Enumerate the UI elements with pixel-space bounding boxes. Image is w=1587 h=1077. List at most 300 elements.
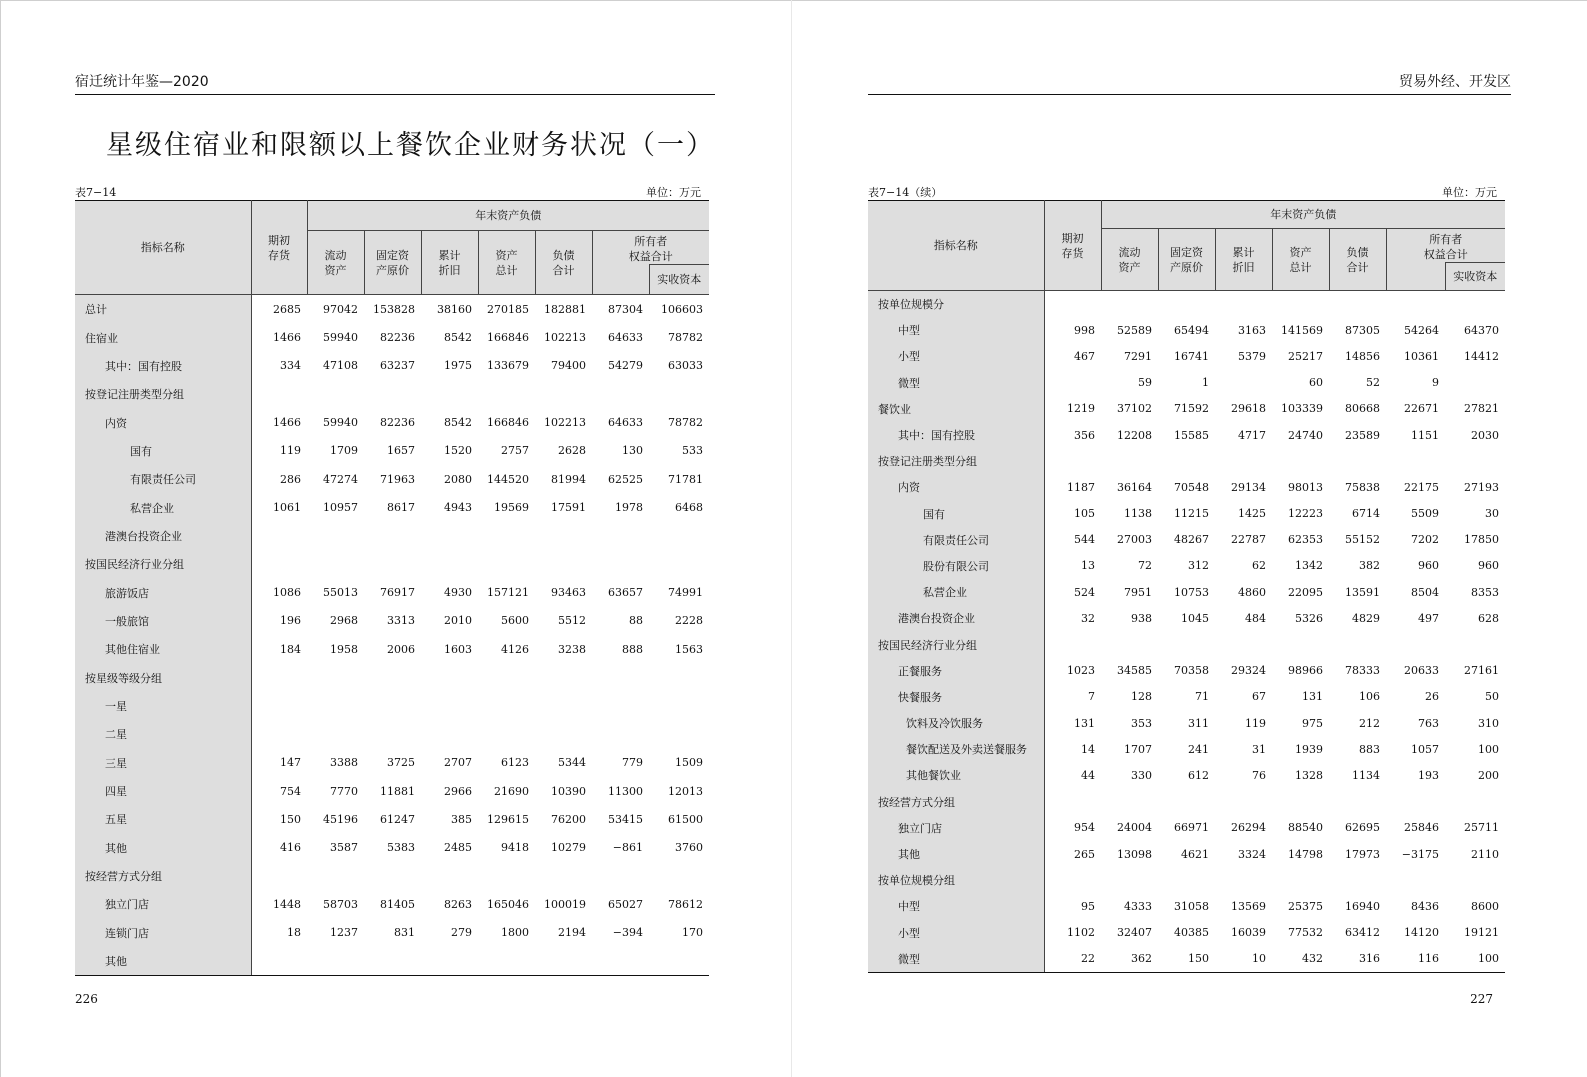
row-value: 888	[622, 642, 643, 656]
row-value: 147	[280, 756, 301, 770]
header-paid-in-capital: 实收资本	[1445, 263, 1505, 291]
right-page	[868, 0, 1511, 1077]
row-value: 48267	[1174, 533, 1209, 547]
row-value: 25711	[1464, 821, 1499, 835]
table-row	[868, 579, 1505, 605]
table-row	[75, 323, 709, 351]
row-value: 960	[1418, 559, 1439, 573]
row-label: 国有	[868, 501, 1044, 527]
running-head	[868, 74, 1511, 95]
table-row	[75, 437, 709, 465]
row-label: 三星	[75, 749, 251, 777]
row-value: 26	[1425, 690, 1439, 704]
table-row	[75, 834, 709, 862]
table-row	[75, 408, 709, 436]
row-value: 544	[1074, 533, 1095, 547]
row-value: 62525	[608, 472, 643, 486]
row-value	[1386, 789, 1445, 815]
row-value	[1272, 291, 1329, 318]
header-depreciation: 累计 折旧	[421, 231, 478, 295]
row-label: 一般旅馆	[75, 607, 251, 635]
row-value	[1386, 631, 1445, 657]
row-value	[251, 550, 307, 578]
header-total-liabilities: 负债 合计	[1329, 229, 1386, 291]
table-row	[868, 370, 1505, 396]
row-value: 1603	[444, 642, 472, 656]
row-value: 20633	[1404, 664, 1439, 678]
row-label: 股份有限公司	[868, 553, 1044, 579]
row-value: 7951	[1124, 585, 1152, 599]
row-value: 88540	[1288, 821, 1323, 835]
row-value: 58703	[323, 897, 358, 911]
row-value: 1425	[1238, 507, 1266, 521]
row-value	[1101, 867, 1158, 893]
data-table	[868, 200, 1505, 973]
row-label: 其中：国有控股	[868, 422, 1044, 448]
row-value: 63033	[668, 359, 703, 373]
row-value: 11300	[608, 784, 643, 798]
row-value	[1272, 631, 1329, 657]
row-value: 612	[1188, 768, 1209, 782]
row-value: 76	[1252, 768, 1266, 782]
row-value: 144520	[487, 472, 529, 486]
row-value: 4717	[1238, 428, 1266, 442]
table-row	[75, 890, 709, 918]
row-value: 14412	[1464, 349, 1499, 363]
row-value: 4860	[1238, 585, 1266, 599]
row-label: 按单位规模分	[868, 291, 1044, 318]
row-value: 74991	[668, 586, 703, 600]
row-value: 9418	[501, 841, 529, 855]
row-value: 2966	[444, 784, 472, 798]
row-value: 998	[1074, 323, 1095, 337]
row-value	[1215, 631, 1272, 657]
row-value: 200	[1478, 768, 1499, 782]
row-value	[535, 663, 592, 691]
row-value: 129615	[487, 812, 529, 826]
row-value: 196	[280, 614, 301, 628]
row-value: 87304	[608, 302, 643, 316]
row-value: 98966	[1288, 664, 1323, 678]
row-label: 其中：国有控股	[75, 352, 251, 380]
row-value	[1329, 291, 1386, 318]
row-value: 10390	[551, 784, 586, 798]
row-value: 382	[1359, 559, 1380, 573]
row-label: 快餐服务	[868, 684, 1044, 710]
row-value	[364, 862, 421, 890]
table-row	[75, 295, 709, 324]
row-value: 1958	[330, 642, 358, 656]
row-value: 26294	[1231, 821, 1266, 835]
row-value	[592, 720, 649, 748]
row-value	[649, 380, 709, 408]
row-value: 1466	[273, 416, 301, 430]
page-title: 星级住宿业和限额以上餐饮企业财务状况（一）	[106, 130, 715, 161]
row-value: 100	[1445, 946, 1505, 973]
table-row	[868, 553, 1505, 579]
row-value: 2228	[675, 614, 703, 628]
row-value: 62353	[1288, 533, 1323, 547]
row-label: 五星	[75, 805, 251, 833]
row-value	[478, 720, 535, 748]
row-value	[251, 380, 307, 408]
row-value	[1044, 370, 1101, 396]
row-value: 78782	[668, 416, 703, 430]
row-value: 60	[1309, 376, 1323, 390]
row-value: −861	[612, 841, 643, 855]
row-value	[364, 380, 421, 408]
row-value: 102213	[544, 416, 586, 430]
row-value	[364, 720, 421, 748]
row-value	[1215, 789, 1272, 815]
row-value	[1158, 631, 1215, 657]
page-number: 227	[1470, 992, 1493, 1006]
row-value	[478, 862, 535, 890]
row-value: 883	[1359, 742, 1380, 756]
header-year-end-group: 年末资产负债	[1101, 201, 1505, 229]
row-value: 62	[1252, 559, 1266, 573]
row-value: 52589	[1117, 323, 1152, 337]
row-value	[1445, 448, 1505, 474]
row-label: 港澳台投资企业	[868, 605, 1044, 631]
row-value: 1	[1202, 376, 1209, 390]
row-value: 4333	[1124, 899, 1152, 913]
header-opening-stock: 期初 存货	[1044, 201, 1101, 291]
row-value: 24004	[1117, 821, 1152, 835]
row-value: 16039	[1231, 926, 1266, 940]
row-value: 50	[1485, 690, 1499, 704]
row-value: 32407	[1117, 926, 1152, 940]
row-value	[478, 663, 535, 691]
row-value	[592, 663, 649, 691]
row-value: 64370	[1464, 323, 1499, 337]
row-value: 3388	[330, 756, 358, 770]
row-value: 3313	[387, 614, 415, 628]
row-value: 52	[1366, 376, 1380, 390]
table-row	[868, 736, 1505, 762]
row-value: 8600	[1471, 899, 1499, 913]
row-value: 7202	[1411, 533, 1439, 547]
row-value: 103339	[1281, 402, 1323, 416]
row-value	[307, 522, 364, 550]
row-value: 64633	[608, 416, 643, 430]
row-value: 628	[1478, 611, 1499, 625]
row-value	[421, 947, 478, 976]
row-value	[1386, 867, 1445, 893]
row-label: 中型	[868, 317, 1044, 343]
row-label: 微型	[868, 370, 1044, 396]
row-value: 141569	[1281, 323, 1323, 337]
row-value: 100019	[544, 897, 586, 911]
row-label: 按登记注册类型分组	[868, 448, 1044, 474]
row-value: 8542	[444, 331, 472, 345]
row-value: 70548	[1174, 480, 1209, 494]
row-value: 353	[1131, 716, 1152, 730]
row-value	[1215, 867, 1272, 893]
row-value: 8436	[1411, 899, 1439, 913]
row-label: 按登记注册类型分组	[75, 380, 251, 408]
row-label: 餐饮配送及外卖送餐服务	[868, 736, 1044, 762]
row-value: 93463	[551, 586, 586, 600]
row-value: 131	[1074, 716, 1095, 730]
row-value: 166846	[487, 331, 529, 345]
row-value: 17973	[1345, 847, 1380, 861]
row-value: 14	[1081, 742, 1095, 756]
row-label: 按经营方式分组	[868, 789, 1044, 815]
row-value: 22095	[1288, 585, 1323, 599]
row-value	[478, 947, 535, 976]
row-value: 1563	[675, 642, 703, 656]
row-value: 8263	[444, 897, 472, 911]
row-value: 193	[1418, 768, 1439, 782]
table-row	[75, 919, 709, 947]
running-head-text: 宿迁统计年鉴—2020	[75, 74, 209, 90]
row-value: 88	[629, 614, 643, 628]
row-value	[1101, 291, 1158, 318]
header-fixed-assets: 固定资 产原价	[1158, 229, 1215, 291]
row-value: 312	[1188, 559, 1209, 573]
row-value	[649, 720, 709, 748]
table-row	[868, 867, 1505, 893]
row-value	[478, 692, 535, 720]
row-value: 6468	[675, 501, 703, 515]
table-row	[868, 501, 1505, 527]
row-value: 13	[1081, 559, 1095, 573]
row-value: 29324	[1231, 664, 1266, 678]
row-value: 2685	[273, 302, 301, 316]
row-value	[592, 380, 649, 408]
row-value: 11215	[1174, 507, 1209, 521]
header-indicator: 指标名称	[75, 201, 251, 295]
row-value	[307, 720, 364, 748]
row-value	[1215, 370, 1272, 396]
row-value: 14120	[1404, 926, 1439, 940]
row-value: 79400	[551, 359, 586, 373]
row-value: 1657	[387, 444, 415, 458]
row-value: 59940	[323, 416, 358, 430]
table-number: 表7−14（续）	[868, 186, 943, 199]
row-value	[1158, 448, 1215, 474]
header-total-assets: 资产 总计	[1272, 229, 1329, 291]
row-value	[1329, 789, 1386, 815]
row-value: 1975	[444, 359, 472, 373]
table-row	[75, 380, 709, 408]
row-label: 小型	[868, 343, 1044, 369]
row-value: 78333	[1345, 664, 1380, 678]
row-value: 1187	[1067, 480, 1095, 494]
row-value	[251, 862, 307, 890]
row-value: 1023	[1067, 664, 1095, 678]
row-value: 1134	[1352, 768, 1380, 782]
row-value: 47108	[323, 359, 358, 373]
row-value: 1102	[1067, 926, 1095, 940]
row-value: 975	[1302, 716, 1323, 730]
row-value	[592, 522, 649, 550]
row-label: 有限责任公司	[868, 527, 1044, 553]
header-year-end-group: 年末资产负债	[307, 201, 709, 231]
row-label: 中型	[868, 893, 1044, 919]
row-value: 27821	[1464, 402, 1499, 416]
row-value: 13591	[1345, 585, 1380, 599]
row-value: 59940	[323, 331, 358, 345]
row-value: 4829	[1352, 611, 1380, 625]
row-value: 8542	[444, 416, 472, 430]
row-value: 71592	[1174, 402, 1209, 416]
row-value: 2628	[558, 444, 586, 458]
row-value: 29134	[1231, 480, 1266, 494]
row-value: 3163	[1238, 323, 1266, 337]
row-value	[307, 947, 364, 976]
row-value	[1272, 789, 1329, 815]
row-value: 938	[1131, 611, 1152, 625]
running-head	[75, 74, 715, 95]
row-value: 8353	[1471, 585, 1499, 599]
table-row	[868, 291, 1505, 318]
row-value: 8617	[387, 501, 415, 515]
row-value: 1800	[501, 926, 529, 940]
row-value: 2968	[330, 614, 358, 628]
row-value: 25217	[1288, 349, 1323, 363]
row-value: 61247	[380, 812, 415, 826]
row-value: 133679	[487, 359, 529, 373]
row-value: 2110	[1471, 847, 1499, 861]
row-value	[1445, 789, 1505, 815]
row-value	[1272, 867, 1329, 893]
row-value: 97042	[323, 302, 358, 316]
row-value	[1158, 867, 1215, 893]
row-value: 105	[1074, 507, 1095, 521]
row-value: 16741	[1174, 349, 1209, 363]
row-value	[1044, 789, 1101, 815]
row-value: 1709	[330, 444, 358, 458]
row-value: 66971	[1174, 821, 1209, 835]
row-value: 831	[394, 926, 415, 940]
row-value: 22175	[1404, 480, 1439, 494]
row-value: 27161	[1464, 664, 1499, 678]
table-row	[75, 720, 709, 748]
row-value: 70358	[1174, 664, 1209, 678]
row-value	[307, 550, 364, 578]
row-value: 356	[1074, 428, 1095, 442]
header-paid-in-capital: 实收资本	[649, 265, 709, 295]
row-value: 153828	[373, 302, 415, 316]
row-value: 960	[1478, 559, 1499, 573]
row-value	[1445, 631, 1505, 657]
table-row	[75, 607, 709, 635]
row-label: 其他	[868, 841, 1044, 867]
table-row	[75, 777, 709, 805]
row-value	[421, 862, 478, 890]
row-value: 17591	[551, 501, 586, 515]
row-value	[1158, 789, 1215, 815]
row-value: 16940	[1345, 899, 1380, 913]
row-value: 1328	[1295, 768, 1323, 782]
row-value: 34585	[1117, 664, 1152, 678]
row-value	[649, 522, 709, 550]
row-value: 4930	[444, 586, 472, 600]
table-body	[868, 291, 1505, 973]
row-value: 54279	[608, 359, 643, 373]
row-value: 763	[1418, 716, 1439, 730]
table-row	[75, 663, 709, 691]
row-value	[535, 862, 592, 890]
row-value: 44	[1081, 768, 1095, 782]
row-label: 住宿业	[75, 323, 251, 351]
row-value: 330	[1131, 768, 1152, 782]
table-number: 表7−14	[75, 186, 117, 199]
table-row	[868, 631, 1505, 657]
table-row	[868, 710, 1505, 736]
row-value: 63657	[608, 586, 643, 600]
row-value: 31058	[1174, 899, 1209, 913]
row-value: 59	[1138, 376, 1152, 390]
row-value: 1061	[273, 501, 301, 515]
header-opening-stock: 期初 存货	[251, 201, 307, 295]
row-value	[592, 550, 649, 578]
table-row	[868, 684, 1505, 710]
row-value: 3725	[387, 756, 415, 770]
row-value: 63237	[380, 359, 415, 373]
row-value	[535, 692, 592, 720]
row-value	[251, 947, 307, 976]
row-value: 18	[287, 926, 301, 940]
row-value: 19121	[1464, 926, 1499, 940]
row-label: 私营企业	[75, 493, 251, 521]
table-row	[868, 343, 1505, 369]
row-value: 1342	[1295, 559, 1323, 573]
table-row	[75, 692, 709, 720]
header-current-assets: 流动 资产	[1101, 229, 1158, 291]
row-label: 内资	[75, 408, 251, 436]
row-value	[1158, 291, 1215, 318]
table-row	[75, 493, 709, 521]
row-value: 334	[280, 359, 301, 373]
header-current-assets: 流动 资产	[307, 231, 364, 295]
row-value: 3238	[558, 642, 586, 656]
row-value: 37102	[1117, 402, 1152, 416]
row-value: 467	[1074, 349, 1095, 363]
table-row	[868, 605, 1505, 631]
row-label: 连锁门店	[75, 919, 251, 947]
table-row	[868, 920, 1505, 946]
row-value: 40385	[1174, 926, 1209, 940]
row-value: 1045	[1181, 611, 1209, 625]
row-value: 19569	[494, 501, 529, 515]
row-value: 6123	[501, 756, 529, 770]
row-value	[535, 550, 592, 578]
row-value: 5379	[1238, 349, 1266, 363]
row-value	[1445, 370, 1505, 396]
table-body	[75, 295, 709, 976]
row-label: 国有	[75, 437, 251, 465]
row-value	[1329, 867, 1386, 893]
row-value: 184	[280, 642, 301, 656]
row-value	[1386, 448, 1445, 474]
row-value: 24740	[1288, 428, 1323, 442]
row-value: 13098	[1117, 847, 1152, 861]
row-label: 其他	[75, 834, 251, 862]
row-value: 63412	[1345, 926, 1380, 940]
row-value	[1101, 448, 1158, 474]
running-head-text: 贸易外经、开发区	[1399, 74, 1511, 90]
row-value	[1445, 867, 1505, 893]
row-label: 总计	[75, 295, 251, 324]
row-value: 416	[280, 841, 301, 855]
row-value	[535, 380, 592, 408]
row-value: 65494	[1174, 323, 1209, 337]
table-unit: 单位：万元	[1442, 186, 1497, 199]
row-label: 按国民经济行业分组	[75, 550, 251, 578]
